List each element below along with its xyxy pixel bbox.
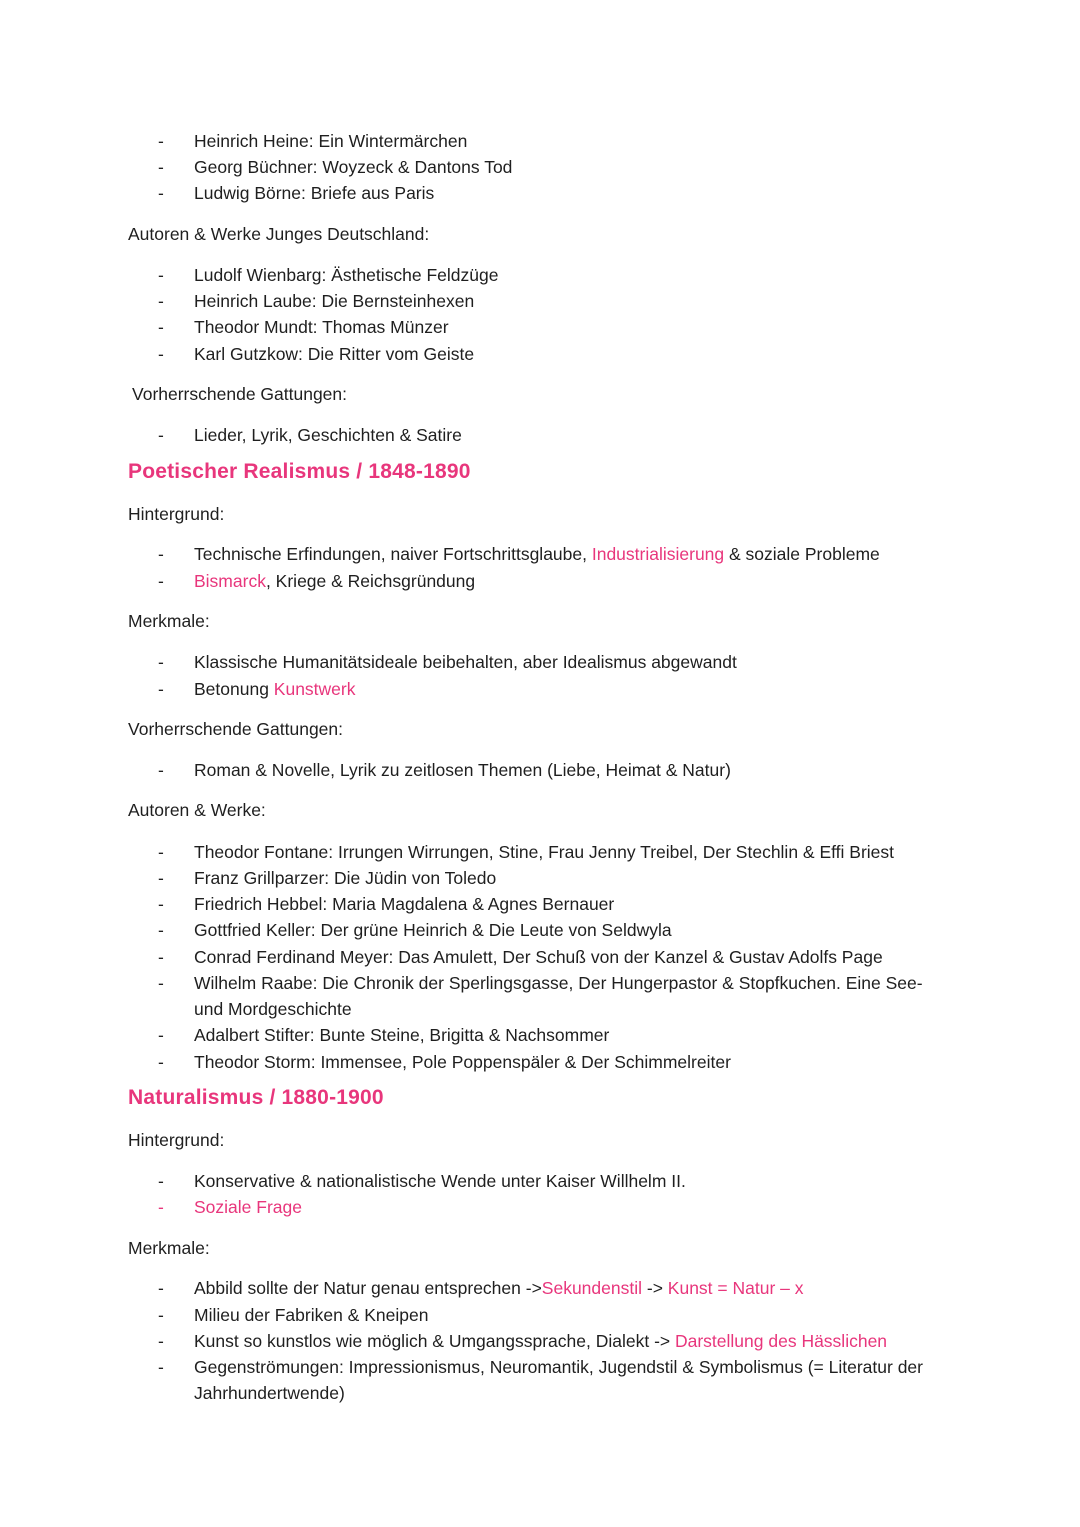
list-item-continuation: und Mordgeschichte bbox=[194, 999, 352, 1019]
list-item: Gottfried Keller: Der grüne Heinrich & Die Leute von Seldwyla bbox=[194, 920, 672, 940]
list-item: Milieu der Fabriken & Kneipen bbox=[194, 1305, 429, 1325]
highlight-term: Sekundenstil bbox=[541, 1278, 643, 1298]
section-heading-realismus: Poetischer Realismus / 1848-1890 bbox=[128, 460, 471, 483]
list-dash: - bbox=[158, 1025, 164, 1045]
section-label: Hintergrund: bbox=[128, 1130, 225, 1150]
list-dash: - bbox=[158, 544, 164, 564]
list-item: Karl Gutzkow: Die Ritter vom Geiste bbox=[194, 344, 475, 364]
list-item: Gegenströmungen: Impressionismus, Neuromantik, Jugendstil & Symbolismus (= Literatur der bbox=[194, 1357, 923, 1377]
list-dash: - bbox=[158, 947, 164, 967]
list-dash: - bbox=[158, 317, 164, 337]
list-item: Theodor Storm: Immensee, Pole Poppenspäler & Der Schimmelreiter bbox=[194, 1052, 731, 1072]
list-item: Heinrich Laube: Die Bernsteinhexen bbox=[194, 291, 475, 311]
section-label: Merkmale: bbox=[128, 1238, 210, 1258]
list-item: Franz Grillparzer: Die Jüdin von Toledo bbox=[194, 868, 497, 888]
list-dash: - bbox=[158, 1278, 164, 1298]
highlight-term: Bismarck bbox=[194, 571, 266, 591]
section-label: Autoren & Werke Junges Deutschland: bbox=[128, 224, 430, 244]
list-item: Betonung Kunstwerk bbox=[194, 679, 356, 699]
section-label: Hintergrund: bbox=[128, 504, 225, 524]
list-dash: - bbox=[158, 157, 164, 177]
list-item: Conrad Ferdinand Meyer: Das Amulett, Der Schuß von der Kanzel & Gustav Adolfs Page bbox=[194, 947, 883, 967]
list-dash: - bbox=[158, 291, 164, 311]
highlight-term: Kunst = Natur – x bbox=[667, 1278, 804, 1298]
list-item: Theodor Mundt: Thomas Münzer bbox=[194, 317, 449, 337]
highlight-term: Kunstwerk bbox=[273, 679, 356, 699]
list-dash: - bbox=[158, 425, 164, 445]
list-dash: - bbox=[158, 1331, 164, 1351]
list-dash: - bbox=[158, 183, 164, 203]
list-item: Roman & Novelle, Lyrik zu zeitlosen Themen (Liebe, Heimat & Natur) bbox=[194, 760, 731, 780]
list-item: Ludolf Wienbarg: Ästhetische Feldzüge bbox=[194, 265, 499, 285]
list-item: Soziale Frage bbox=[194, 1197, 302, 1217]
list-dash: - bbox=[158, 868, 164, 888]
highlight-term: Darstellung des Hässlichen bbox=[674, 1331, 888, 1351]
highlight-term: Industrialisierung bbox=[591, 544, 725, 564]
section-label: Autoren & Werke: bbox=[128, 800, 266, 820]
list-item: Wilhelm Raabe: Die Chronik der Sperlingsgasse, Der Hungerpastor & Stopfkuchen. Eine See- bbox=[194, 973, 923, 993]
list-item: Konservative & nationalistische Wende unter Kaiser Willhelm II. bbox=[194, 1171, 686, 1191]
section-heading-naturalismus: Naturalismus / 1880-1900 bbox=[128, 1086, 384, 1109]
list-dash: - bbox=[158, 1197, 164, 1217]
list-item: Lieder, Lyrik, Geschichten & Satire bbox=[194, 425, 462, 445]
list-item: Theodor Fontane: Irrungen Wirrungen, Stine, Frau Jenny Treibel, Der Stechlin & Effi Briest bbox=[194, 842, 895, 862]
list-dash: - bbox=[158, 842, 164, 862]
list-item: Adalbert Stifter: Bunte Steine, Brigitta & Nachsommer bbox=[194, 1025, 610, 1045]
section-label: Vorherrschende Gattungen: bbox=[132, 384, 348, 404]
list-dash: - bbox=[158, 1305, 164, 1325]
list-item-continuation: Jahrhundertwende) bbox=[194, 1383, 345, 1403]
list-item: Klassische Humanitätsideale beibehalten, aber Idealismus abgewandt bbox=[194, 652, 737, 672]
section-label: Vorherrschende Gattungen: bbox=[128, 719, 344, 739]
list-dash: - bbox=[158, 920, 164, 940]
list-dash: - bbox=[158, 1357, 164, 1377]
list-item: Friedrich Hebbel: Maria Magdalena & Agnes Bernauer bbox=[194, 894, 615, 914]
list-item: Technische Erfindungen, naiver Fortschrittsglaube, Industrialisierung & soziale Probleme bbox=[194, 544, 880, 564]
list-item: Bismarck, Kriege & Reichsgründung bbox=[194, 571, 476, 591]
list-dash: - bbox=[158, 265, 164, 285]
list-item: Ludwig Börne: Briefe aus Paris bbox=[194, 183, 435, 203]
list-dash: - bbox=[158, 344, 164, 364]
list-dash: - bbox=[158, 1052, 164, 1072]
list-item: Kunst so kunstlos wie möglich & Umgangssprache, Dialekt -> Darstellung des Hässlichen bbox=[194, 1331, 888, 1351]
list-dash: - bbox=[158, 894, 164, 914]
list-item: Heinrich Heine: Ein Wintermärchen bbox=[194, 131, 468, 151]
list-dash: - bbox=[158, 760, 164, 780]
list-dash: - bbox=[158, 973, 164, 993]
list-dash: - bbox=[158, 679, 164, 699]
section-label: Merkmale: bbox=[128, 611, 210, 631]
list-dash: - bbox=[158, 571, 164, 591]
list-item: Georg Büchner: Woyzeck & Dantons Tod bbox=[194, 157, 513, 177]
list-dash: - bbox=[158, 1171, 164, 1191]
list-dash: - bbox=[158, 131, 164, 151]
list-dash: - bbox=[158, 652, 164, 672]
list-item: Abbild sollte der Natur genau entsprechen ->Sekundenstil -> Kunst = Natur – x bbox=[194, 1278, 804, 1298]
